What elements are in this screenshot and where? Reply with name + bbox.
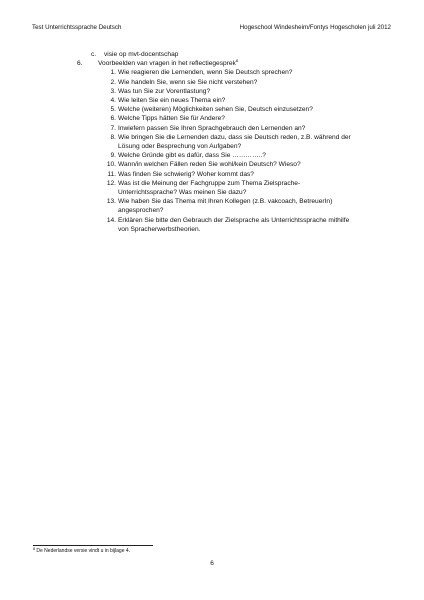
question-text-line: Welche (weiteren) Möglichkeiten sehen Sie, Deutsch einzusetzen? [118,106,313,114]
list-item-text: visie op mvt-docentschap [104,51,179,58]
question-number: 1. [110,69,116,77]
section-heading: Voorbeelden van vragen in het reflectiegesprek [98,60,236,68]
question-item [87,151,377,160]
question-number: 7. [110,124,116,132]
header-left-title: Test Unterrichtssprache Deutsch [32,24,122,31]
footnote [33,548,130,554]
list-item-6 [77,58,377,68]
footnote-text: De Nederlandse versie vindt u in bijlage 4. [36,548,131,554]
footnote-mark: 8 [33,547,35,551]
question-item [87,96,377,105]
question-number: 2. [110,78,116,86]
question-text-line: Was ist die Meinung der Fachgruppe zum Thema Zielsprache- [118,179,301,187]
question-item [87,105,377,114]
footnote-reference: 8 [235,58,239,64]
question-number: 6. [110,115,116,123]
question-text-line: Wann/in welchen Fällen reden Sie wohl/kein Deutsch? Wieso? [118,161,301,169]
question-item [87,124,377,133]
question-number: 12. [106,179,116,187]
question-item [87,87,377,96]
question-item [87,216,377,234]
question-text-line: Unterrichtssprache? Was meinen Sie dazu? [118,189,247,197]
question-number: 13. [106,198,116,206]
question-text-line: Was finden Sie schwierig? Woher kommt das? [118,170,254,178]
question-list [87,68,377,234]
page-number: 6 [210,560,214,567]
question-number: 8. [110,133,116,141]
question-number: 11. [107,170,116,178]
question-text-line: Wie reagieren die Lernenden, wenn Sie Deutsch sprechen? [118,69,293,77]
question-text-line: Wie handeln Sie, wenn sie Sie nicht verstehen? [118,78,258,86]
question-text-line: angesprochen? [118,207,164,215]
list-marker: 6. [77,60,83,68]
question-item [87,179,377,197]
question-number: 10. [106,161,116,169]
footnote-divider [33,545,153,546]
document-body [77,50,377,234]
list-item-c [87,50,377,59]
question-text-line: Lösung oder Besprechung von Aufgaben? [118,143,242,151]
question-text-line: Inwiefern passen Sie Ihren Sprachgebrauch den Lernenden an? [118,124,306,132]
question-number: 3. [110,87,116,95]
question-item [87,68,377,77]
question-item [87,133,377,151]
question-text-line: Was tun Sie zur Vorentlastung? [118,87,211,95]
question-text-line: von Spracherwerbstheorien. [118,225,201,233]
question-number: 14. [106,216,116,224]
header-right-institution: Hogeschool Windesheim/Fontys Hogescholen juli 2012 [239,24,391,31]
question-item [87,170,377,179]
question-text-line: Erklären Sie bitte den Gebrauch der Zielsprache als Unterrichtssprache mithilfe [118,216,350,224]
question-text-line: Welche Gründe gibt es dafür, dass Sie …………..? [118,152,266,160]
question-text-line: Welche Tipps hätten Sie für Andere? [118,115,225,123]
question-text-line: Wie leiten Sie ein neues Thema ein? [118,97,226,105]
question-item [87,78,377,87]
question-item [87,160,377,169]
question-number: 5. [110,106,116,114]
question-text-line: Wie haben Sie das Thema mit Ihren Kollegen (z.B. vakcoach, BetreuerIn) [118,198,333,206]
question-number: 4. [110,97,116,105]
question-item [87,197,377,215]
question-number: 9. [110,152,116,160]
question-item [87,114,377,123]
question-text-line: Wie bringen Sie die Lernenden dazu, dass sie Deutsch reden, z.B. während der [118,133,351,141]
list-marker: c. [91,51,97,58]
